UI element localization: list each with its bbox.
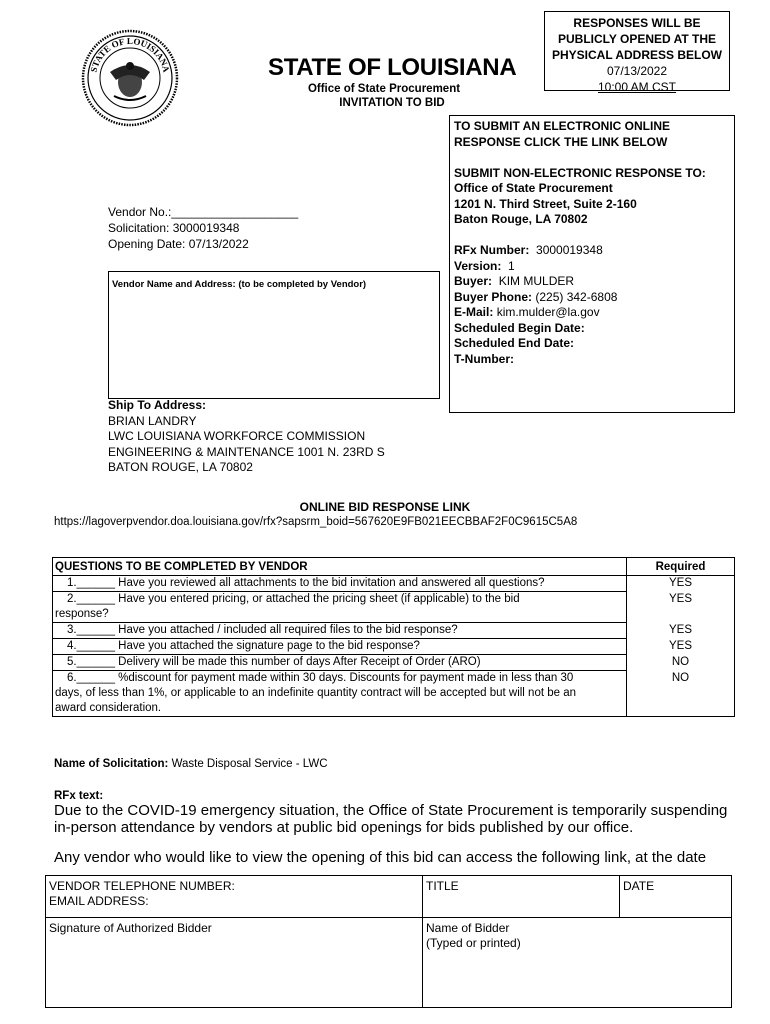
begin-date-label: Scheduled Begin Date: <box>454 320 585 335</box>
version-row <box>454 259 730 275</box>
notice-time: 10:00 AM CST <box>597 80 677 94</box>
signature-cell[interactable] <box>46 918 423 1008</box>
vendor-info <box>108 204 298 252</box>
question-6-text: 6.______ %discount for payment made within 30 days. Discounts for payment made in less than 30 <box>67 672 574 684</box>
table-row <box>53 576 735 592</box>
email-row <box>454 305 730 321</box>
buyer-phone-row <box>454 290 730 306</box>
signature-table <box>45 875 732 1008</box>
date-label: DATE <box>623 879 655 893</box>
required-header: Required <box>627 558 735 576</box>
question-3-text: 3.______ Have you attached / included all required files to the bid response? <box>67 624 458 636</box>
ship-to-address <box>108 398 385 476</box>
question-6-text-cont-2: award consideration. <box>55 702 162 714</box>
notice-line-3: PHYSICAL ADDRESS BELOW <box>551 48 722 62</box>
question-6-text-cont: days, of less than 1%, or applicable to an indefinite quantity contract will be accepted but will not be an <box>55 687 577 699</box>
questions-table <box>52 557 735 717</box>
question-4-text: 4.______ Have you attached the signature page to the bid response? <box>67 640 420 652</box>
table-row <box>53 592 735 623</box>
bidder-name-label: Name of Bidder <box>426 921 510 935</box>
rfx-text-label: RFx text: <box>54 790 104 802</box>
rfx-text-paragraph-2: Any vendor who would like to view the opening of this bid can access the following link, at the date <box>54 849 707 866</box>
version-label: Version: <box>454 258 502 273</box>
solicitation-name <box>54 758 328 770</box>
opening-notice-box <box>544 11 730 94</box>
ship-to-line-2: LWC LOUISIANA WORKFORCE COMMISSION <box>108 429 366 443</box>
address-line-3: Baton Rouge, LA 70802 <box>454 212 588 226</box>
question-6-required: NO <box>627 671 735 717</box>
signature-label: Signature of Authorized Bidder <box>49 921 212 935</box>
notice-date: 07/13/2022 <box>606 64 668 78</box>
response-info-box <box>449 115 735 413</box>
table-row <box>53 655 735 671</box>
vendor-name-address-box[interactable] <box>108 271 440 399</box>
vendor-phone-label: VENDOR TELEPHONE NUMBER: <box>49 879 235 893</box>
questions-header: QUESTIONS TO BE COMPLETED BY VENDOR <box>53 558 627 576</box>
email-label: E-Mail: <box>454 305 494 319</box>
table-row <box>53 671 735 717</box>
question-2-text-cont: response? <box>55 608 109 620</box>
question-4-required: YES <box>627 639 735 655</box>
notice-line-1: RESPONSES WILL BE <box>573 16 701 30</box>
buyer-row <box>454 274 730 290</box>
rfx-number-row <box>454 243 730 259</box>
vendor-contact-cell[interactable] <box>46 876 423 918</box>
question-1-required: YES <box>627 576 735 592</box>
address-line-2: 1201 N. Third Street, Suite 2-160 <box>454 196 637 211</box>
state-seal <box>80 28 180 128</box>
ship-to-label: Ship To Address: <box>108 398 207 412</box>
vendor-email-label: EMAIL ADDRESS: <box>49 894 149 908</box>
nonelectronic-heading: SUBMIT NON-ELECTRONIC RESPONSE TO: <box>454 165 706 180</box>
rfx-text-paragraph-1: Due to the COVID-19 emergency situation, the Office of State Procurement is temporarily suspending in-person attendance by vendors at public bid openings for bids published by our office. <box>54 802 728 836</box>
question-3-required: YES <box>627 623 735 639</box>
date-cell[interactable] <box>620 876 732 918</box>
rfx-number-label: RFx Number: <box>454 243 530 257</box>
buyer-value: KIM MULDER <box>498 274 575 288</box>
title-label: TITLE <box>426 879 459 893</box>
vendor-name-address-label: Vendor Name and Address: (to be completed by Vendor) <box>112 279 367 290</box>
electronic-line-1: TO SUBMIT AN ELECTRONIC ONLINE <box>454 119 670 133</box>
bidder-name-sub-label: (Typed or printed) <box>426 936 521 950</box>
solicitation-name-value: Waste Disposal Service - LWC <box>171 758 328 770</box>
online-bid-url[interactable]: https://lagoverpvendor.doa.louisiana.gov/rfx?sapsrm_boid=567620E9FB021EECBBAF2F0C9615C5A8 <box>54 516 578 528</box>
address-line-1: Office of State Procurement <box>454 181 613 195</box>
buyer-phone-value: (225) 342-6808 <box>535 289 618 304</box>
electronic-line-2: RESPONSE CLICK THE LINK BELOW <box>454 134 668 149</box>
solicitation-name-label: Name of Solicitation: <box>54 758 169 770</box>
solicitation-number: Solicitation: 3000019348 <box>108 221 240 235</box>
table-row <box>53 623 735 639</box>
email-value: kim.mulder@la.gov <box>496 305 600 319</box>
document-type: INVITATION TO BID <box>339 97 445 109</box>
question-1-text: 1.______ Have you reviewed all attachments to the bid invitation and answered all questions? <box>67 577 545 589</box>
buyer-label: Buyer: <box>454 274 493 288</box>
end-date-label: Scheduled End Date: <box>454 336 575 350</box>
online-link-heading: ONLINE BID RESPONSE LINK <box>299 500 471 514</box>
vendor-number: Vendor No.:___________________ <box>108 205 299 219</box>
opening-date: Opening Date: 07/13/2022 <box>108 237 249 251</box>
question-2-required: YES <box>627 592 735 623</box>
question-5-text: 5.______ Delivery will be made this number of days After Receipt of Order (ARO) <box>67 656 481 668</box>
bidder-name-cell[interactable] <box>423 918 732 1008</box>
rfx-number-value: 3000019348 <box>536 243 603 257</box>
seal-text: STATE OF LOUISIANA <box>88 35 172 74</box>
office-subtitle: Office of State Procurement <box>307 83 461 95</box>
page-title: STATE OF LOUISIANA <box>268 54 517 81</box>
title-cell[interactable] <box>423 876 620 918</box>
question-5-required: NO <box>627 655 735 671</box>
ship-to-line-4: BATON ROUGE, LA 70802 <box>108 460 253 474</box>
buyer-phone-label: Buyer Phone: <box>454 289 533 304</box>
question-2-text: 2.______ Have you entered pricing, or attached the pricing sheet (if applicable) to the bid <box>67 593 520 605</box>
t-number-label: T-Number: <box>454 351 514 366</box>
ship-to-line-1: BRIAN LANDRY <box>108 413 197 428</box>
table-row <box>53 639 735 655</box>
ship-to-line-3: ENGINEERING & MAINTENANCE 1001 N. 23RD S <box>108 444 385 459</box>
version-value: 1 <box>508 258 515 273</box>
notice-line-2: PUBLICLY OPENED AT THE <box>557 32 717 46</box>
